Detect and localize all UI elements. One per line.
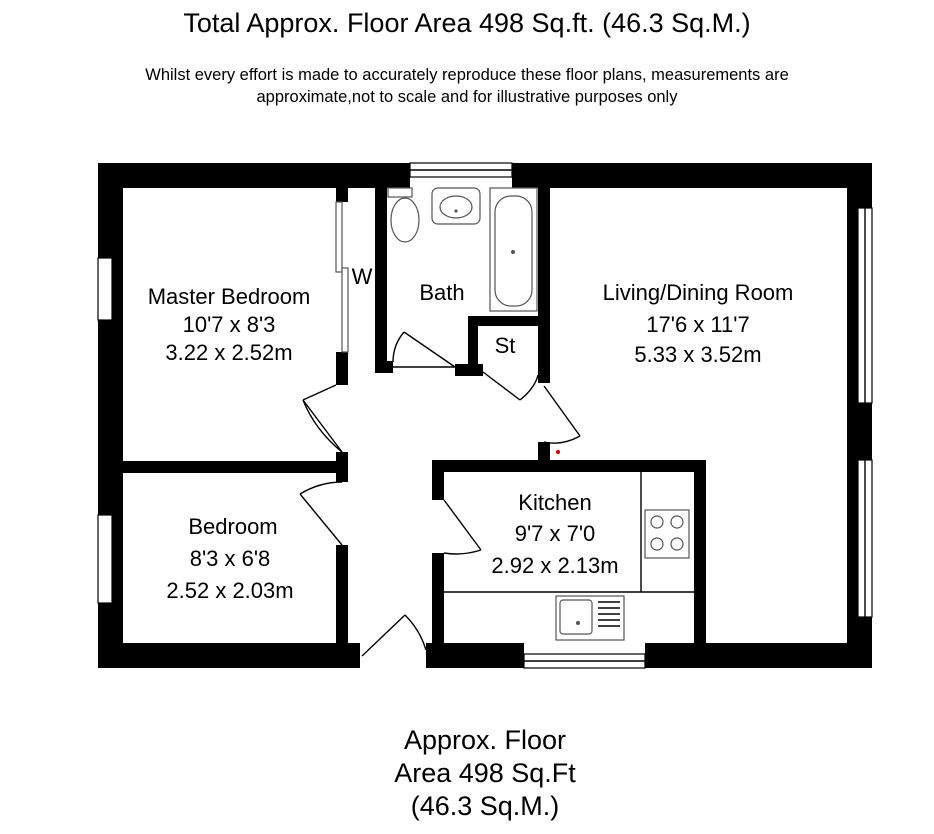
toilet-icon [391, 198, 419, 242]
wardrobe-doors [336, 202, 348, 352]
living-imperial: 17'6 x 11'7 [646, 312, 750, 337]
store-label: St [494, 333, 516, 358]
footer-area [335, 724, 635, 823]
room-kitchen [491, 490, 618, 578]
bedroom-imperial: 8'3 x 6'8 [189, 546, 271, 571]
disclaimer-line-1: Whilst every effort is made to accurately reproduce these floor plans, measurements are [145, 66, 789, 84]
kitchen-name: Kitchen [518, 490, 592, 515]
living-name: Living/Dining Room [602, 280, 794, 305]
bedroom-metric: 2.52 x 2.03m [166, 578, 294, 603]
bath-label: Bath [419, 280, 465, 305]
hob-icon [645, 510, 689, 558]
marker-dot [556, 450, 560, 454]
disclaimer-line-2: approximate,not to scale and for illustrative purposes only [256, 88, 678, 106]
kitchen-imperial: 9'7 x 7'0 [514, 521, 596, 546]
page-title: Total Approx. Floor Area 498 Sq.ft. (46.3 Sq.M.) [183, 8, 751, 38]
room-master-bedroom [148, 284, 311, 365]
master-bedroom-name: Master Bedroom [147, 284, 311, 309]
wardrobe-label: W [351, 264, 373, 289]
master-bedroom-metric: 3.22 x 2.52m [165, 340, 293, 365]
living-metric: 5.33 x 3.52m [634, 342, 762, 367]
footer-line-2: Area 498 Sq.Ft [394, 758, 576, 788]
kitchen-metric: 2.92 x 2.13m [491, 553, 619, 578]
footer-line-1: Approx. Floor [403, 725, 567, 755]
room-bedroom [166, 514, 293, 603]
footer-line-3: (46.3 Sq.M.) [410, 791, 560, 821]
master-bedroom-imperial: 10'7 x 8'3 [182, 312, 276, 337]
bedroom-name: Bedroom [188, 514, 278, 539]
room-living [603, 280, 794, 367]
